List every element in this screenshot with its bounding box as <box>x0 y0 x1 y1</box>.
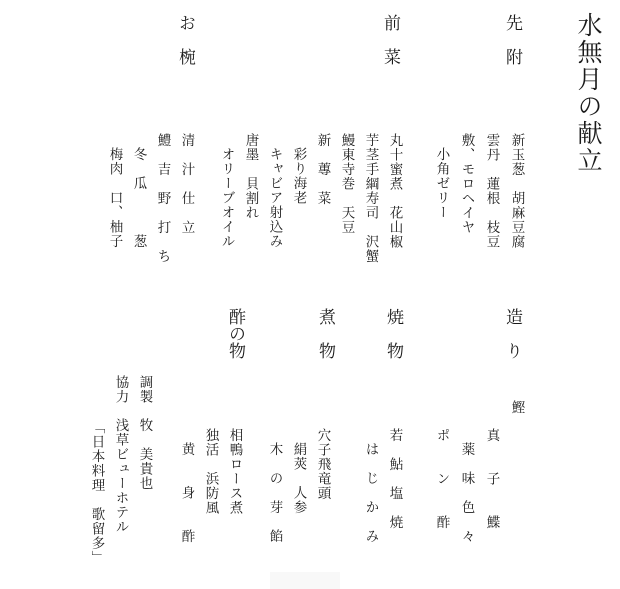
yakimono-item: は じ か み <box>362 442 379 544</box>
bottom-shadow <box>270 572 340 589</box>
course-heading-sakizuke: 先 附 <box>502 14 522 65</box>
tsukuri-item: ポ ン 酢 <box>433 428 450 530</box>
restaurant-name: 「日本料理 歌留多」 <box>88 420 105 565</box>
zensai-item: オリーブオイル <box>218 147 235 249</box>
zensai-item: 芋茎手綱寿司 沢蟹 <box>362 133 379 264</box>
nimono-item: 絹莢 人参 <box>290 442 307 515</box>
menu-title: 水無月の献立 <box>574 12 603 174</box>
course-heading-owan: お 椀 <box>175 14 195 65</box>
cooperation-label: 協力 <box>112 375 129 404</box>
tsukuri-item: 薬 味 色 々 <box>458 442 475 544</box>
zensai-item: 彩り海老 <box>290 147 307 205</box>
sakizuke-item: 小角ゼリー <box>433 147 450 220</box>
chef-name: 牧 美貴也 <box>136 418 153 491</box>
course-heading-zensai: 前 菜 <box>380 14 400 65</box>
hotel-name: 浅草ビューホテル <box>112 418 129 534</box>
zensai-item: 新 蓴 菜 <box>314 133 331 206</box>
sakizuke-item: 敷、モロヘイヤ <box>458 133 475 235</box>
course-heading-sunomono: 酢の物 <box>225 308 245 359</box>
course-heading-yakimono: 焼 物 <box>383 308 403 359</box>
sakizuke-item: 雲丹 蓮根 枝豆 <box>483 133 500 249</box>
tsukuri-item: 真 子 鰈 <box>483 428 500 530</box>
nimono-item: 木 の 芽 餡 <box>266 442 283 544</box>
prepared-label: 調製 <box>136 375 153 404</box>
sakizuke-item: 新玉葱 胡麻豆腐 <box>508 133 525 249</box>
yakimono-item: 若 鮎 塩 焼 <box>386 428 403 530</box>
owan-item: 鱧 吉 野 打 ち <box>154 133 171 264</box>
owan-item: 梅肉 口、柚子 <box>106 147 123 249</box>
course-heading-tsukuri: 造 り <box>502 308 522 359</box>
course-heading-nimono: 煮 物 <box>315 308 335 359</box>
owan-item: 清 汁 仕 立 <box>178 133 195 235</box>
sunomono-item: 独活 浜防風 <box>202 428 219 515</box>
zensai-item: 唐墨 貝割れ <box>242 133 259 220</box>
sunomono-item: 黄 身 酢 <box>178 442 195 544</box>
nimono-item: 穴子飛竜頭 <box>314 428 331 501</box>
sunomono-item: 相鴨ロース煮 <box>226 428 243 515</box>
zensai-item: 丸十蜜煮 花山椒 <box>386 133 403 249</box>
owan-item: 冬 瓜 葱 <box>130 147 147 249</box>
zensai-item: キャビア射込み <box>266 147 283 249</box>
tsukuri-item: 鰹 <box>508 400 525 415</box>
zensai-item: 鰻東寺巻 天豆 <box>338 133 355 235</box>
